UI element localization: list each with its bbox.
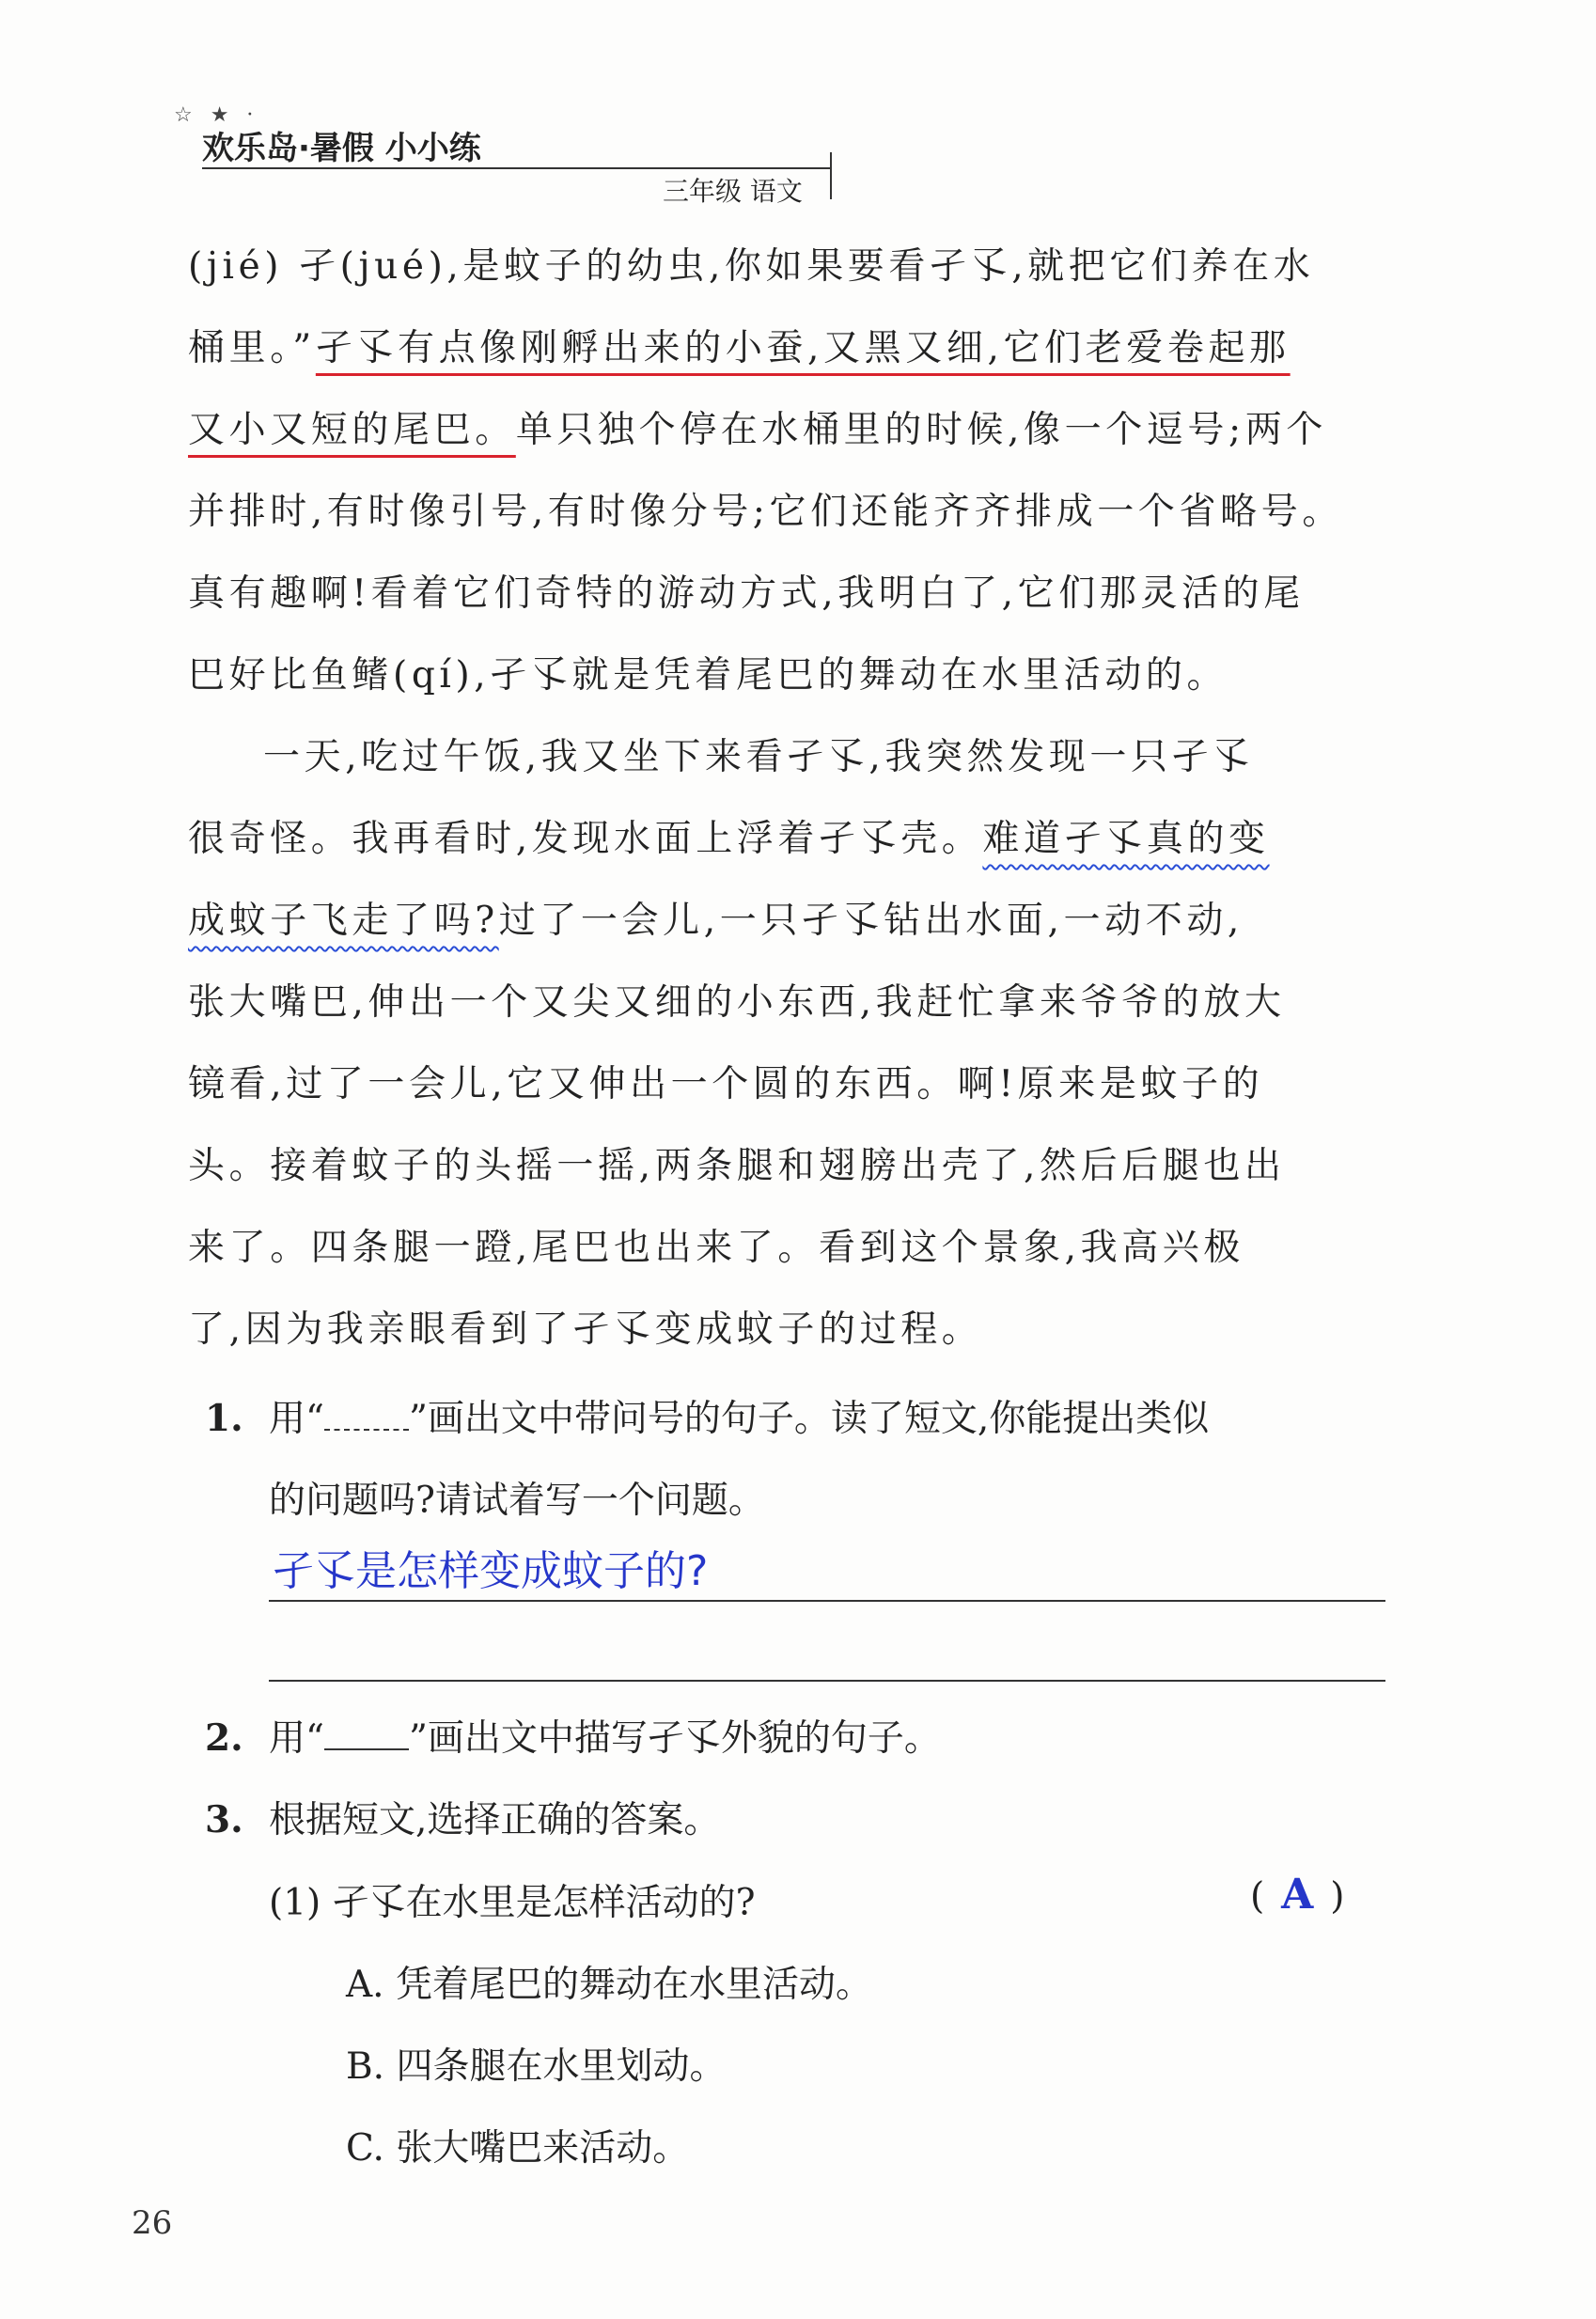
answer-line [269, 1600, 1385, 1602]
option-b [346, 2037, 726, 2090]
passage-line [188, 798, 1386, 880]
header-rule [202, 167, 832, 169]
passage-text: 桶里。” [188, 327, 316, 369]
option-c [346, 2119, 689, 2171]
reading-passage [188, 226, 1386, 1371]
passage-text: 很奇怪。我再看时,发现水面上浮着孑孓壳。 [188, 818, 983, 860]
question-text: ”画出文中带问号的句子。读了短文,你能提出类似 [408, 1398, 1210, 1440]
passage-line: (jié) 孑(jué),是蚊子的幼虫,你如果要看孑孓,就把它们养在水 [188, 245, 1315, 288]
question-text: 用“ [269, 1398, 324, 1440]
sub-question-label: (1) [269, 1882, 321, 1924]
sub-question-1 [269, 1873, 756, 1926]
paren-close: ) [1330, 1875, 1345, 1918]
answer-line [269, 1680, 1385, 1682]
question-1 [205, 1389, 1209, 1442]
question-3 [205, 1791, 720, 1843]
question-number: 1. [205, 1397, 243, 1440]
wavy-underlined-question: 难道孑孓真的变 [982, 818, 1270, 860]
page-number: 26 [132, 2204, 173, 2242]
choice-answer[interactable]: A [1281, 1871, 1314, 1919]
passage-line: 并排时,有时像引号,有时像分号;它们还能齐齐排成一个省略号。 [188, 491, 1343, 533]
passage-line: 巴好比鱼鳍(qí),孑孓就是凭着尾巴的舞动在水里活动的。 [188, 654, 1228, 697]
question-number: 3. [205, 1798, 243, 1841]
option-text: 张大嘴巴来活动。 [396, 2127, 690, 2170]
passage-text: 单只独个停在水桶里的时候,像一个逗号;两个 [515, 409, 1327, 451]
passage-line [188, 389, 1386, 471]
option-letter: C. [346, 2127, 384, 2170]
question-text: 用“ [269, 1717, 324, 1760]
header-divider [830, 152, 832, 199]
option-text: 四条腿在水里划动。 [396, 2045, 727, 2088]
page-header [174, 103, 803, 207]
question-text: ”画出文中描写孑孓外貌的句子。 [408, 1717, 941, 1760]
series-title: 欢乐岛·暑假 小小练 [202, 130, 481, 167]
passage-line [188, 307, 1386, 389]
passage-line [188, 880, 1386, 962]
red-underlined-sentence: 又小又短的尾巴。 [188, 409, 516, 451]
option-a [346, 1955, 872, 2008]
passage-line: 真有趣啊!看着它们奇特的游动方式,我明白了,它们那灵活的尾 [188, 572, 1305, 615]
passage-line: 一天,吃过午饭,我又坐下来看孑孓,我突然发现一只孑孓 [263, 736, 1254, 778]
question-1-continued: 的问题吗?请试着写一个问题。 [269, 1480, 765, 1522]
passage-line: 张大嘴巴,伸出一个又尖又细的小东西,我赶忙拿来爷爷的放大 [188, 981, 1286, 1024]
passage-line: 头。接着蚊子的头摇一摇,两条腿和翅膀出壳了,然后后腿也出 [188, 1145, 1286, 1187]
grade-subject: 三年级 语文 [663, 176, 803, 207]
passage-line: 来了。四条腿一蹬,尾巴也出来了。看到这个景象,我高兴极 [188, 1227, 1244, 1269]
paren-open: ( [1250, 1875, 1265, 1918]
red-underlined-sentence: 孑孓有点像刚孵出来的小蚕,又黑又细,它们老爱卷起那 [315, 327, 1291, 369]
wavy-underlined-question: 成蚊子飞走了吗? [188, 900, 499, 942]
question-text: 根据短文,选择正确的答案。 [269, 1799, 721, 1841]
answer-parentheses [1250, 1871, 1344, 1919]
question-2 [205, 1709, 941, 1762]
sub-question-text: 孑孓在水里是怎样活动的? [332, 1882, 756, 1924]
answer-blank [324, 1720, 409, 1750]
option-letter: A. [346, 1964, 384, 2006]
passage-text: 过了一会儿,一只孑孓钻出水面,一动不动, [498, 900, 1244, 942]
star-decoration-icon: ☆ ★ · [174, 103, 259, 127]
answer-blank [324, 1401, 409, 1431]
question-number: 2. [205, 1716, 243, 1760]
handwritten-answer[interactable]: 孑孓是怎样变成蚊子的? [273, 1547, 709, 1595]
option-text: 凭着尾巴的舞动在水里活动。 [395, 1964, 872, 2006]
passage-line: 了,因为我亲眼看到了孑孓变成蚊子的过程。 [188, 1308, 983, 1351]
option-letter: B. [346, 2045, 385, 2088]
passage-line: 镜看,过了一会儿,它又伸出一个圆的东西。啊!原来是蚊子的 [188, 1063, 1264, 1105]
